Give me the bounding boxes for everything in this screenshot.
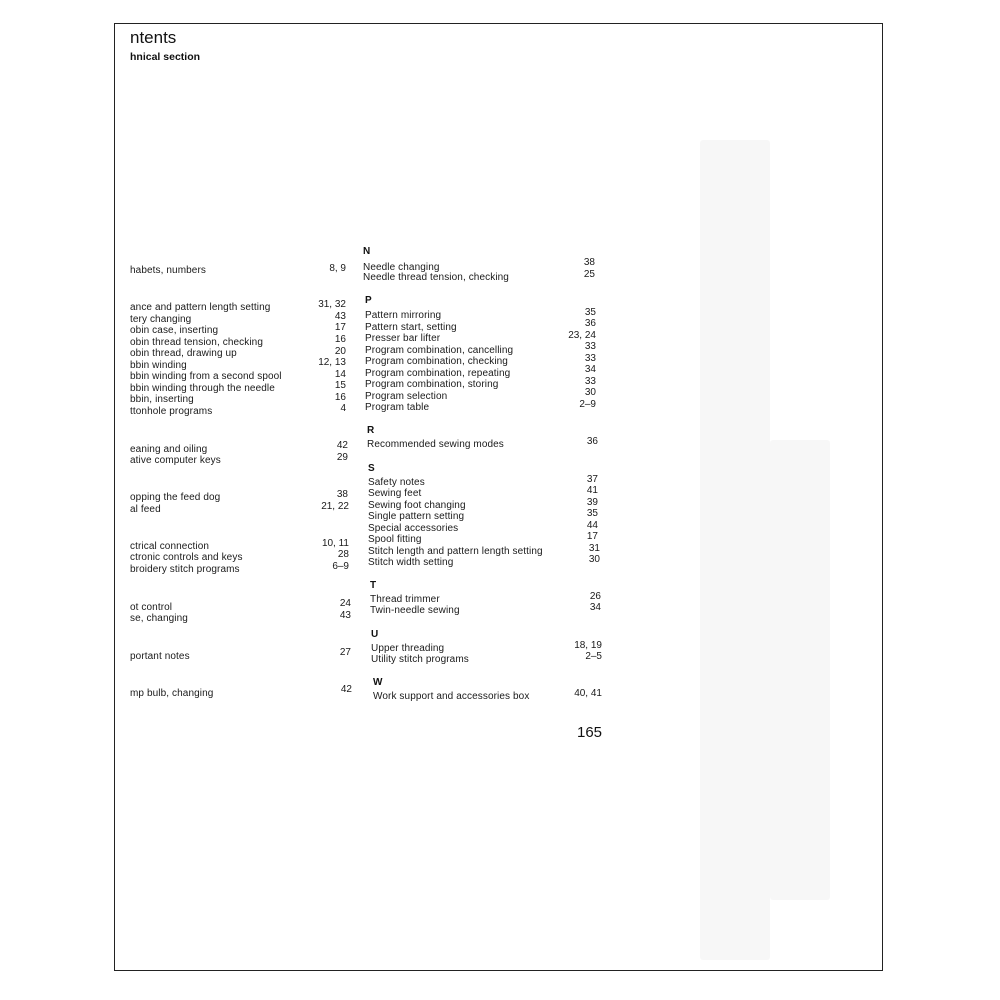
index-entry: Program combination, repeating (365, 368, 511, 379)
index-entry: Program table (365, 402, 430, 413)
index-letter-heading: W (373, 677, 383, 688)
index-page-ref: 17 (586, 531, 598, 542)
index-letter-heading: N (363, 246, 371, 257)
index-entry: eaning and oiling (130, 444, 208, 455)
index-page-ref: 28 (337, 549, 349, 560)
index-entry: Twin-needle sewing (370, 605, 460, 616)
index-entry: ot control (130, 602, 173, 613)
index-page-ref: 26 (589, 591, 601, 602)
index-page-ref: 27 (339, 647, 351, 658)
index-entry: obin thread, drawing up (130, 348, 237, 359)
index-entry: Work support and accessories box (373, 691, 530, 702)
index-entry: Recommended sewing modes (367, 439, 504, 450)
index-entry: bbin winding from a second spool (130, 371, 282, 382)
index-page-ref: 31, 32 (318, 299, 346, 310)
index-entry: Program selection (365, 391, 448, 402)
index-page-ref: 23, 24 (568, 330, 596, 341)
index-entry: Utility stitch programs (371, 654, 469, 665)
index-entry: ative computer keys (130, 455, 221, 466)
index-page-ref: 25 (583, 269, 595, 280)
index-page-ref: 6–9 (332, 561, 349, 572)
index-entry: Pattern mirroring (365, 310, 442, 321)
index-letter-heading: U (371, 629, 379, 640)
index-entry: Special accessories (368, 523, 459, 534)
index-letter-heading: R (367, 425, 375, 436)
index-page-ref: 24 (339, 598, 351, 609)
page-number: 165 (577, 724, 603, 741)
index-entry: tery changing (130, 314, 192, 325)
index-page-ref: 33 (584, 341, 596, 352)
index-letter-heading: S (368, 463, 375, 474)
index-entry: Upper threading (371, 643, 445, 654)
index-entry: ctronic controls and keys (130, 552, 243, 563)
index-page-ref: 35 (584, 307, 596, 318)
index-page-ref: 34 (589, 602, 601, 613)
index-entry: Needle thread tension, checking (363, 272, 509, 283)
index-entry: Presser bar lifter (365, 333, 441, 344)
index-page-ref: 16 (334, 392, 346, 403)
index-letter-heading: T (370, 580, 377, 591)
index-page-ref: 38 (583, 257, 595, 268)
index-entry: Stitch length and pattern length setting (368, 546, 543, 557)
index-page-ref: 8, 9 (329, 263, 346, 274)
index-page-ref: 37 (586, 474, 598, 485)
index-entry: Program combination, storing (365, 379, 499, 390)
index-page-ref: 36 (584, 318, 596, 329)
index-page-ref: 38 (336, 489, 348, 500)
index-entry: bbin, inserting (130, 394, 194, 405)
bleed-through-shade (770, 440, 830, 900)
index-page-ref: 43 (339, 610, 351, 621)
index-entry: broidery stitch programs (130, 564, 240, 575)
index-entry: bbin winding (130, 360, 187, 371)
index-page-ref: 29 (336, 452, 348, 463)
index-page-ref: 36 (586, 436, 598, 447)
index-entry: ance and pattern length setting (130, 302, 271, 313)
index-page-ref: 30 (584, 387, 596, 398)
index-entry: Pattern start, setting (365, 322, 457, 333)
index-entry: Needle changing (363, 262, 440, 273)
index-page-ref: 4 (340, 403, 346, 414)
index-page-ref: 40, 41 (574, 688, 602, 699)
index-page-ref: 39 (586, 497, 598, 508)
index-page-ref: 42 (336, 440, 348, 451)
index-page-ref: 34 (584, 364, 596, 375)
index-page-ref: 10, 11 (321, 538, 349, 549)
index-page-ref: 2–9 (579, 399, 596, 410)
index-page-ref: 2–5 (585, 651, 602, 662)
index-page-ref: 35 (586, 508, 598, 519)
index-letter-heading: P (365, 295, 372, 306)
index-entry: obin case, inserting (130, 325, 219, 336)
index-page-ref: 44 (586, 520, 598, 531)
bleed-through-shade (700, 140, 770, 960)
index-entry: Sewing foot changing (368, 500, 466, 511)
index-entry: Spool fitting (368, 534, 422, 545)
index-entry: Thread trimmer (370, 594, 440, 605)
index-entry: Stitch width setting (368, 557, 454, 568)
index-entry: bbin winding through the needle (130, 383, 275, 394)
index-entry: Safety notes (368, 477, 425, 488)
index-entry: Program combination, cancelling (365, 345, 514, 356)
section-subtitle: hnical section (130, 51, 201, 63)
index-page-ref: 42 (340, 684, 352, 695)
index-entry: ctrical connection (130, 541, 210, 552)
index-entry: habets, numbers (130, 265, 206, 276)
index-entry: Sewing feet (368, 488, 422, 499)
index-page-ref: 20 (334, 346, 346, 357)
index-page-ref: 33 (584, 376, 596, 387)
index-entry: obin thread tension, checking (130, 337, 263, 348)
index-entry: Single pattern setting (368, 511, 465, 522)
index-page-ref: 43 (334, 311, 346, 322)
index-page-ref: 18, 19 (574, 640, 602, 651)
index-page-ref: 33 (584, 353, 596, 364)
index-page-ref: 41 (586, 485, 598, 496)
index-page-ref: 21, 22 (321, 501, 349, 512)
index-page-ref: 30 (588, 554, 600, 565)
index-entry: se, changing (130, 613, 188, 624)
index-entry: ttonhole programs (130, 406, 213, 417)
index-page-ref: 14 (334, 369, 346, 380)
index-page-ref: 15 (334, 380, 346, 391)
index-entry: Program combination, checking (365, 356, 508, 367)
index-entry: al feed (130, 504, 161, 515)
index-entry: portant notes (130, 651, 190, 662)
index-entry: mp bulb, changing (130, 688, 214, 699)
index-page-ref: 31 (588, 543, 600, 554)
index-page-ref: 16 (334, 334, 346, 345)
index-entry: opping the feed dog (130, 492, 221, 503)
index-page-ref: 17 (334, 322, 346, 333)
index-page-ref: 12, 13 (318, 357, 346, 368)
page-title: ntents (130, 28, 177, 47)
